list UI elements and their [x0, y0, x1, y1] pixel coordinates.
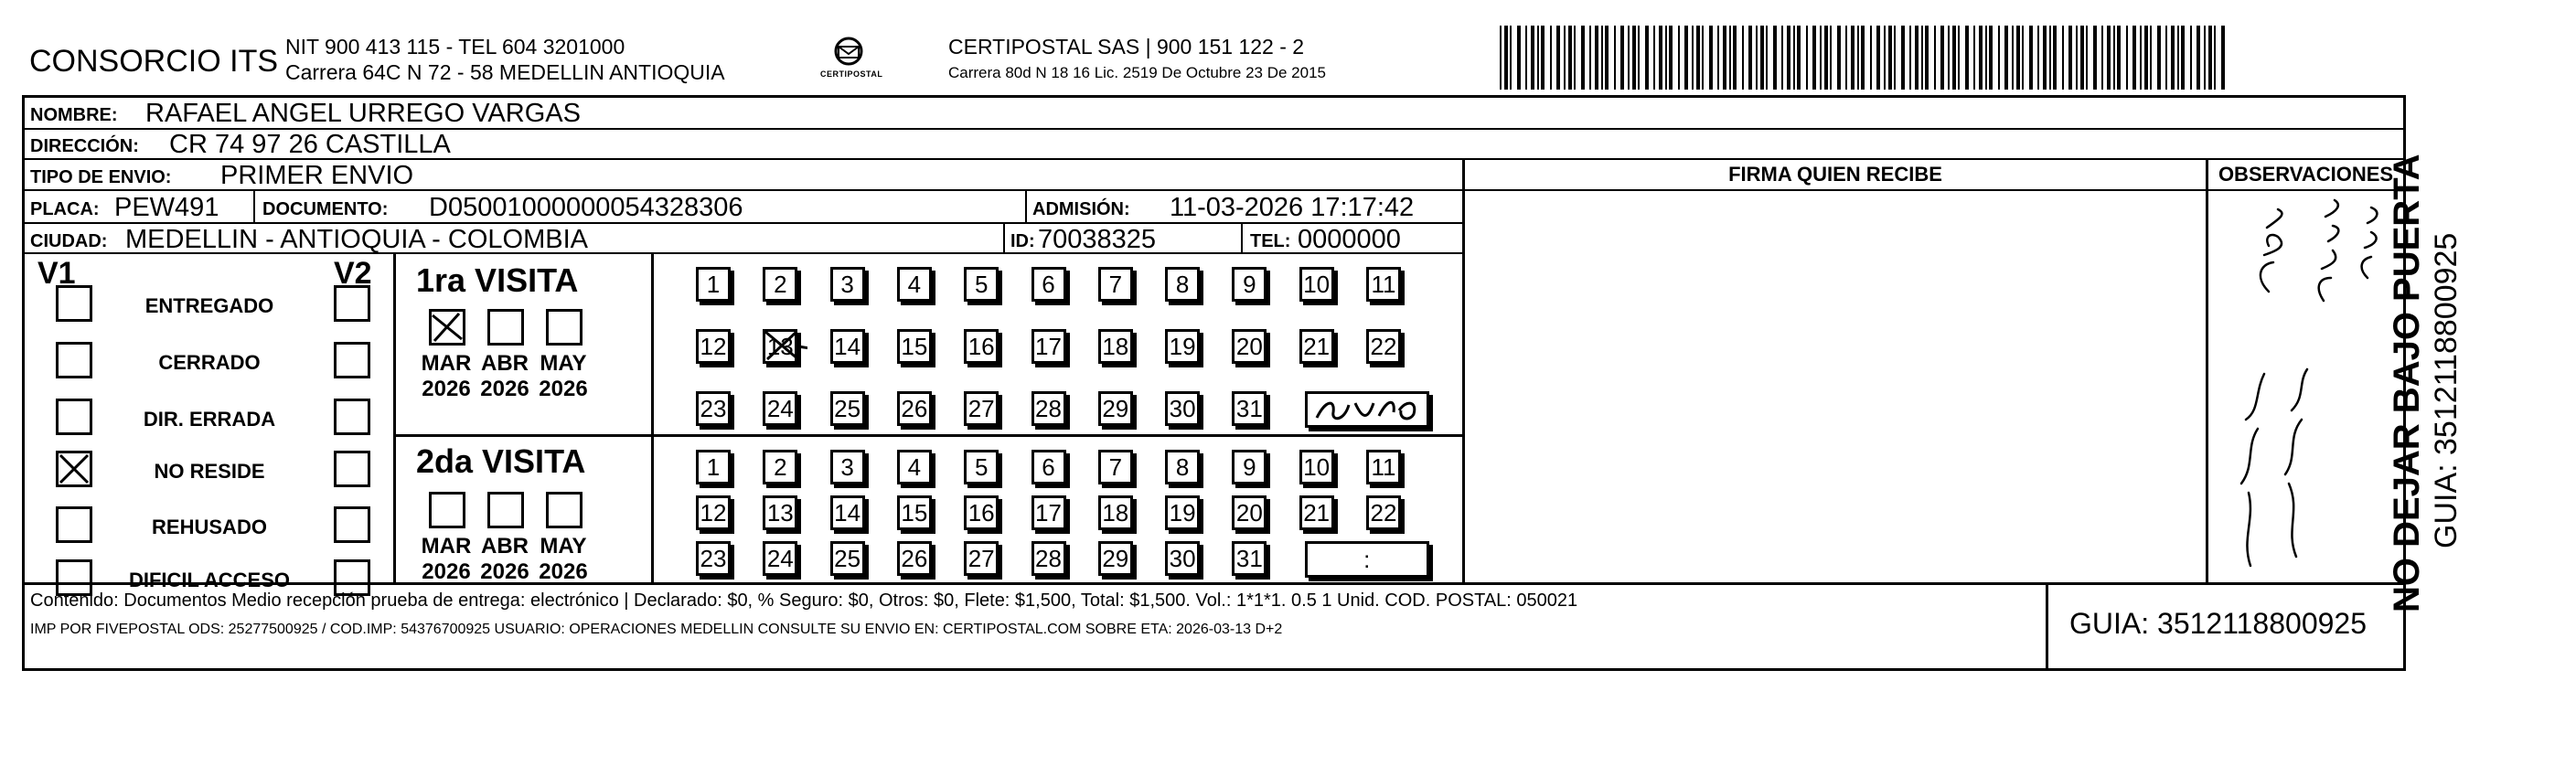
- day-box[interactable]: 13: [763, 495, 797, 530]
- barcode-bar: [1787, 26, 1790, 90]
- day-box[interactable]: 30: [1165, 541, 1200, 576]
- barcode-bar: [1934, 26, 1936, 90]
- barcode-bar: [1876, 26, 1880, 90]
- day-box[interactable]: 10: [1299, 450, 1334, 484]
- side-no-dejar: NO DEJAR BAJO PUERTA: [2387, 154, 2427, 612]
- tel-label: TEL:: [1250, 231, 1291, 251]
- barcode-bar: [1510, 26, 1512, 90]
- barcode-bar: [1748, 26, 1752, 90]
- row-tipo-envio: [25, 160, 1465, 191]
- check-x-icon: [432, 312, 463, 343]
- barcode-bar: [1901, 26, 1905, 90]
- day-box[interactable]: 11: [1366, 450, 1401, 484]
- month-checkbox[interactable]: [487, 492, 524, 528]
- status-v2-checkbox[interactable]: [334, 451, 370, 487]
- status-v2-checkbox[interactable]: [334, 285, 370, 322]
- barcode-bar: [1517, 26, 1521, 90]
- row-ciudad: [25, 224, 1465, 254]
- barcode-bar: [2214, 26, 2216, 90]
- handwritten-notes: [2214, 191, 2397, 580]
- direccion-value: CR 74 97 26 CASTILLA: [169, 130, 451, 159]
- barcode-bar: [1692, 26, 1694, 90]
- day-box[interactable]: 3: [830, 450, 865, 484]
- barcode: [1500, 26, 2227, 90]
- logo-text: CERTIPOSTAL: [820, 69, 883, 79]
- observaciones-column: [2208, 160, 2403, 582]
- v2-label: V2: [334, 256, 372, 291]
- day-box[interactable]: 9: [1232, 267, 1267, 302]
- barcode-bar: [1525, 26, 1527, 90]
- barcode-bar: [2076, 26, 2078, 90]
- barcode-bar: [1948, 26, 1950, 90]
- barcode-bar: [1773, 26, 1777, 90]
- day-box[interactable]: 15: [897, 495, 932, 530]
- barcode-bar: [1717, 26, 1719, 90]
- barcode-bar: [2197, 26, 2200, 90]
- day-box[interactable]: 4: [897, 450, 932, 484]
- month-label: MAR 2026: [421, 351, 472, 401]
- day-box[interactable]: 5: [964, 450, 999, 484]
- status-label: REHUSADO: [152, 516, 267, 538]
- day-box[interactable]: 28: [1031, 541, 1066, 576]
- day-box[interactable]: 18: [1098, 329, 1133, 364]
- barcode-bar: [1541, 26, 1545, 90]
- barcode-bar: [1632, 26, 1636, 90]
- month-checkbox[interactable]: [546, 309, 583, 346]
- barcode-bar: [2016, 26, 2020, 90]
- day-box[interactable]: 31: [1232, 391, 1267, 426]
- month-checkbox[interactable]: [429, 492, 465, 528]
- day-box[interactable]: 26: [897, 541, 932, 576]
- barcode-bar: [2029, 26, 2033, 90]
- barcode-bar: [1638, 26, 1640, 90]
- day-box[interactable]: 11: [1366, 267, 1401, 302]
- shipment-form: [22, 95, 2406, 671]
- barcode-bar: [1669, 26, 1673, 90]
- barcode-bar: [1665, 26, 1667, 90]
- barcode-bar: [1870, 26, 1872, 90]
- barcode-bar: [2113, 26, 2115, 90]
- day-box[interactable]: 19: [1165, 495, 1200, 530]
- day-box[interactable]: 16: [964, 495, 999, 530]
- barcode-bar: [2181, 26, 2185, 90]
- firma-header: FIRMA QUIEN RECIBE: [1465, 160, 2206, 191]
- barcode-bar: [2126, 26, 2128, 90]
- barcode-bar: [1733, 26, 1737, 90]
- handwritten-time-icon: [1308, 394, 1427, 425]
- barcode-bar: [1723, 26, 1726, 90]
- time-box[interactable]: :: [1305, 541, 1429, 578]
- day-box[interactable]: 24: [763, 391, 797, 426]
- barcode-bar: [1595, 26, 1598, 90]
- month-checkbox[interactable]: [546, 492, 583, 528]
- company-nit: NIT 900 413 115 - TEL 604 3201000: [285, 35, 625, 59]
- barcode-bar: [1940, 26, 1944, 90]
- barcode-bar: [1589, 26, 1591, 90]
- barcode-bar: [2062, 26, 2064, 90]
- barcode-bar: [2150, 26, 2152, 90]
- day-box[interactable]: 19: [1165, 329, 1200, 364]
- barcode-bar: [1998, 26, 2000, 90]
- company-address: Carrera 64C N 72 - 58 MEDELLIN ANTIOQUIA: [285, 60, 725, 84]
- barcode-bar: [2086, 26, 2088, 90]
- status-area: [25, 254, 1465, 591]
- barcode-bar: [1857, 26, 1859, 90]
- barcode-bar: [1628, 26, 1630, 90]
- documento-value: D05001000000054328306: [429, 193, 743, 222]
- status-v2-checkbox[interactable]: [334, 399, 370, 435]
- barcode-bar: [1925, 26, 1929, 90]
- day-box[interactable]: 17: [1031, 329, 1066, 364]
- visit-2-title: 2da VISITA: [416, 442, 586, 480]
- barcode-bar: [2093, 26, 2097, 90]
- day-box[interactable]: 9: [1232, 450, 1267, 484]
- barcode-bar: [1684, 26, 1688, 90]
- barcode-bar: [1985, 26, 1987, 90]
- barcode-bar: [1806, 26, 1808, 90]
- month-label: MAY 2026: [539, 534, 588, 584]
- barcode-bar: [1564, 26, 1566, 90]
- day-box[interactable]: 12: [696, 495, 731, 530]
- day-box[interactable]: 10: [1299, 267, 1334, 302]
- day-box[interactable]: 22: [1366, 329, 1401, 364]
- day-box[interactable]: 6: [1031, 267, 1066, 302]
- status-label: CERRADO: [158, 351, 261, 374]
- day-box[interactable]: 5: [964, 267, 999, 302]
- barcode-bar: [2043, 26, 2047, 90]
- status-label: NO RESIDE: [154, 460, 265, 483]
- footer-contenido: Contenido: Documentos Medio recepción prueba de entrega: electrónico | Declarado: $0, % Seguro: $0, Otros: $0, Flete: $1,500, Total: $1,500. Vol.: 1*1*1. 0.5 1 Unid. COD. POSTAL: 050021: [30, 590, 1578, 611]
- status-column: [25, 254, 396, 591]
- status-v2-checkbox[interactable]: [334, 342, 370, 378]
- placa-value: PEW491: [114, 193, 219, 222]
- barcode-bar: [1504, 26, 1508, 90]
- barcode-bar: [1766, 26, 1768, 90]
- month-label: MAR 2026: [421, 534, 472, 584]
- barcode-bar: [1742, 26, 1744, 90]
- day-box[interactable]: 31: [1232, 541, 1267, 576]
- barcode-bar: [1678, 26, 1680, 90]
- day-box[interactable]: 7: [1098, 267, 1133, 302]
- day-box[interactable]: 27: [964, 541, 999, 576]
- barcode-bar: [1500, 26, 1502, 90]
- row-direccion: [25, 130, 2403, 160]
- day-box[interactable]: 25: [830, 391, 865, 426]
- day-box[interactable]: 21: [1299, 495, 1334, 530]
- status-label: DIFICIL ACCESO: [128, 569, 290, 591]
- month-label: ABR 2026: [480, 534, 529, 584]
- month-checkbox[interactable]: [487, 309, 524, 346]
- side-guia: GUIA: 3512118800925: [2429, 232, 2464, 548]
- firma-column: [1465, 160, 2208, 582]
- barcode-bar: [2132, 26, 2136, 90]
- barcode-bar: [1756, 26, 1758, 90]
- barcode-bar: [1837, 26, 1841, 90]
- company-name: CONSORCIO ITS: [29, 44, 279, 79]
- barcode-bar: [2022, 26, 2024, 90]
- day-box[interactable]: 21: [1299, 329, 1334, 364]
- nombre-label: NOMBRE:: [30, 105, 118, 125]
- barcode-bar: [2165, 26, 2167, 90]
- day-box[interactable]: 22: [1366, 495, 1401, 530]
- day-box[interactable]: 16: [964, 329, 999, 364]
- barcode-bar: [1556, 26, 1560, 90]
- barcode-bar: [2049, 26, 2051, 90]
- barcode-bar: [1965, 26, 1969, 90]
- certipostal-line1: CERTIPOSTAL SAS | 900 151 122 - 2: [948, 35, 1305, 59]
- status-v2-checkbox[interactable]: [334, 506, 370, 543]
- barcode-bar: [1830, 26, 1832, 90]
- barcode-bar: [1820, 26, 1822, 90]
- day-box[interactable]: 2: [763, 267, 797, 302]
- barcode-bar: [2117, 26, 2121, 90]
- barcode-bar: [1531, 26, 1534, 90]
- tipo-envio-label: TIPO DE ENVIO:: [30, 167, 172, 187]
- status-label: DIR. ERRADA: [143, 408, 276, 431]
- barcode-bar: [1973, 26, 1975, 90]
- day-box[interactable]: 3: [830, 267, 865, 302]
- nombre-value: RAFAEL ANGEL URREGO VARGAS: [145, 99, 581, 128]
- barcode-bar: [2012, 26, 2014, 90]
- barcode-bar: [1851, 26, 1855, 90]
- tipo-envio-value: PRIMER ENVIO: [220, 161, 414, 190]
- barcode-bar: [1581, 26, 1585, 90]
- observaciones-header: OBSERVACIONES: [2208, 160, 2403, 191]
- barcode-bar: [1888, 26, 1892, 90]
- day-marked-icon: [762, 328, 807, 365]
- barcode-bar: [1894, 26, 1896, 90]
- barcode-bar: [1781, 26, 1783, 90]
- row-placa: [25, 191, 1465, 224]
- barcode-bar: [1958, 26, 1960, 90]
- barcode-bar: [1653, 26, 1655, 90]
- documento-label: DOCUMENTO:: [262, 199, 389, 219]
- day-box[interactable]: 20: [1232, 495, 1267, 530]
- barcode-bar: [1989, 26, 1993, 90]
- ciudad-value: MEDELLIN - ANTIOQUIA - COLOMBIA: [125, 225, 588, 254]
- placa-label: PLACA:: [30, 199, 100, 219]
- barcode-bar: [1760, 26, 1764, 90]
- month-label: ABR 2026: [480, 351, 529, 401]
- visit-2: [396, 437, 1462, 582]
- certipostal-line2: Carrera 80d N 18 16 Lic. 2519 De Octubre 23 De 2015: [948, 64, 1326, 81]
- barcode-bar: [1659, 26, 1662, 90]
- barcode-bar: [1601, 26, 1603, 90]
- barcode-bar: [1709, 26, 1713, 90]
- barcode-bar: [1729, 26, 1731, 90]
- month-checkbox[interactable]: [429, 309, 465, 346]
- v1-label: V1: [37, 256, 76, 291]
- barcode-bar: [1861, 26, 1865, 90]
- barcode-bar: [2037, 26, 2039, 90]
- barcode-bar: [2204, 26, 2206, 90]
- barcode-bar: [1909, 26, 1911, 90]
- id-label: ID:: [1010, 231, 1035, 251]
- day-box[interactable]: 1: [696, 267, 731, 302]
- barcode-bar: [2208, 26, 2212, 90]
- barcode-bar: [1620, 26, 1624, 90]
- tel-value: 0000000: [1298, 225, 1401, 254]
- barcode-bar: [2053, 26, 2057, 90]
- row-nombre: [25, 98, 2403, 130]
- day-box[interactable]: 25: [830, 541, 865, 576]
- ciudad-label: CIUDAD:: [30, 231, 108, 251]
- day-box[interactable]: 14: [830, 329, 865, 364]
- day-box[interactable]: 7: [1098, 450, 1133, 484]
- day-box[interactable]: 23: [696, 391, 731, 426]
- barcode-bar: [2157, 26, 2161, 90]
- day-box[interactable]: 20: [1232, 329, 1267, 364]
- day-box[interactable]: 14: [830, 495, 865, 530]
- day-box[interactable]: 30: [1165, 391, 1200, 426]
- day-box[interactable]: 12: [696, 329, 731, 364]
- day-box[interactable]: 28: [1031, 391, 1066, 426]
- admision-value: 11-03-2026 17:17:42: [1170, 193, 1415, 222]
- visit-1: [396, 254, 1462, 437]
- day-box[interactable]: 24: [763, 541, 797, 576]
- barcode-bar: [1605, 26, 1609, 90]
- barcode-bar: [2101, 26, 2103, 90]
- barcode-bar: [1696, 26, 1700, 90]
- day-box[interactable]: 15: [897, 329, 932, 364]
- barcode-bar: [2190, 26, 2192, 90]
- month-label: MAY 2026: [539, 351, 588, 401]
- day-box[interactable]: 27: [964, 391, 999, 426]
- barcode-bar: [1812, 26, 1816, 90]
- direccion-label: DIRECCIÓN:: [30, 136, 139, 156]
- barcode-bar: [2004, 26, 2008, 90]
- barcode-bar: [2171, 26, 2175, 90]
- day-box[interactable]: 1: [696, 450, 731, 484]
- barcode-bar: [2068, 26, 2072, 90]
- day-box[interactable]: 13: [763, 329, 797, 364]
- barcode-bar: [1845, 26, 1847, 90]
- day-box[interactable]: 18: [1098, 495, 1133, 530]
- barcode-bar: [1614, 26, 1616, 90]
- certipostal-logo: [817, 35, 881, 86]
- footer-guia: GUIA: 3512118800925: [2069, 607, 2367, 640]
- day-box[interactable]: 17: [1031, 495, 1066, 530]
- barcode-bar: [1537, 26, 1539, 90]
- day-box[interactable]: 29: [1098, 541, 1133, 576]
- footer: [25, 582, 2403, 668]
- barcode-bar: [1884, 26, 1886, 90]
- id-value: 70038325: [1038, 225, 1157, 254]
- barcode-bar: [2177, 26, 2179, 90]
- day-box[interactable]: 23: [696, 541, 731, 576]
- admision-label: ADMISIÓN:: [1032, 199, 1130, 219]
- barcode-bar: [1921, 26, 1923, 90]
- day-box[interactable]: 29: [1098, 391, 1133, 426]
- barcode-bar: [2221, 26, 2225, 90]
- status-label: ENTREGADO: [144, 294, 274, 317]
- day-box[interactable]: 4: [897, 267, 932, 302]
- day-box[interactable]: 8: [1165, 267, 1200, 302]
- barcode-bar: [1645, 26, 1649, 90]
- visit-1-title: 1ra VISITA: [416, 261, 579, 299]
- day-box[interactable]: 2: [763, 450, 797, 484]
- footer-imp: IMP POR FIVEPOSTAL ODS: 25277500925 / COD.IMP: 54376700925 USUARIO: OPERACIONES MEDELLIN CONSULTE SU ENVIO EN: CERTIPOSTAL.COM SOBRE ETA: 2026-03-13 D+2: [30, 622, 1283, 637]
- barcode-bar: [1568, 26, 1572, 90]
- barcode-bar: [1793, 26, 1795, 90]
- barcode-bar: [1702, 26, 1704, 90]
- day-box[interactable]: 8: [1165, 450, 1200, 484]
- barcode-bar: [1979, 26, 1983, 90]
- barcode-bar: [1550, 26, 1552, 90]
- barcode-bar: [1574, 26, 1576, 90]
- time-box[interactable]: [1305, 391, 1429, 428]
- barcode-bar: [1915, 26, 1919, 90]
- barcode-bar: [2140, 26, 2142, 90]
- barcode-bar: [2107, 26, 2111, 90]
- day-box[interactable]: 6: [1031, 450, 1066, 484]
- barcode-bar: [2080, 26, 2084, 90]
- day-box[interactable]: 26: [897, 391, 932, 426]
- barcode-bar: [1952, 26, 1956, 90]
- barcode-bar: [1824, 26, 1828, 90]
- barcode-bar: [1797, 26, 1801, 90]
- barcode-bar: [2144, 26, 2148, 90]
